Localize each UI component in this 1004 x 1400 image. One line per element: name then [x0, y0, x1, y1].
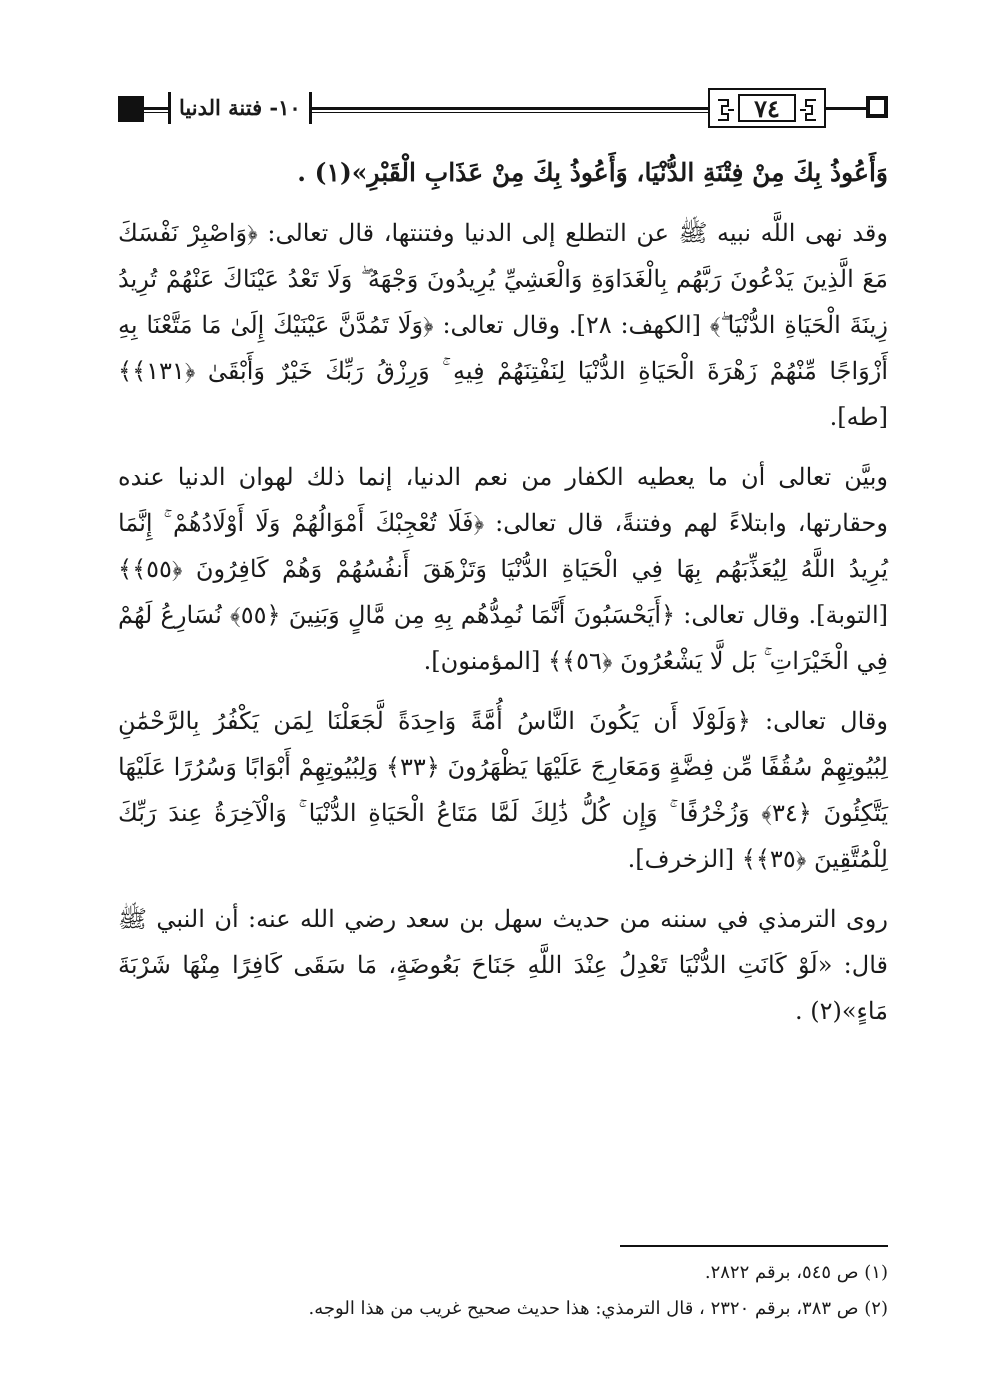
header-square-right-icon [866, 96, 888, 118]
hadith-ending: وَأَعُوذُ بِكَ مِنْ فِتْنَةِ الدُّنْيَا، وَأَعُوذُ بِكَ مِنْ عَذَابِ الْقَبْرِ»(١) . [297, 158, 888, 187]
footnote-divider [620, 1245, 888, 1247]
footnote-2: (٢) ص ٣٨٣، برقم ٢٣٢٠ ، قال الترمذي: هذا حديث صحيح غريب من هذا الوجه. [308, 1298, 888, 1319]
footnotes [118, 1255, 888, 1327]
frame-ornament-left-icon [716, 96, 736, 124]
page-number-frame [708, 88, 826, 128]
page-body [118, 150, 888, 1048]
header-rule-right [826, 107, 866, 110]
page-number: ٧٤ [738, 94, 796, 122]
page-header [118, 88, 888, 128]
header-square-left-icon [118, 96, 144, 122]
paragraph-zukhruf: وقال تعالى: ﴿وَلَوْلَا أَن يَكُونَ النَّاسُ أُمَّةً وَاحِدَةً لَّجَعَلْنَا لِمَن يَكْفُرُ بِالرَّحْمَٰنِ لِبُيُوتِهِمْ سُقُفًا مِّن فِضَّةٍ وَمَعَارِجَ عَلَيْهَا يَظْهَرُونَ ﴿٣٣﴾ وَلِبُيُوتِهِمْ أَبْوَابًا وَسُرُرًا عَلَيْهَا يَتَّكِئُونَ ﴿٣٤﴾ وَزُخْرُفًا ۚ وَإِن كُلُّ ذَٰلِكَ لَمَّا مَتَاعُ الْحَيَاةِ الدُّنْيَا ۚ وَالْآخِرَةُ عِندَ رَبِّكَ لِلْمُتَّقِينَ ﴿٣٥﴾﴾ [الزخرف]. [118, 707, 889, 873]
chapter-title: ١٠- فتنة الدنيا [168, 92, 312, 124]
paragraph-prohibition: وقد نهى اللَّه نبيه ﷺ عن التطلع إلى الدنيا وفتنتها، قال تعالى: ﴿وَاصْبِرْ نَفْسَكَ مَعَ الَّذِينَ يَدْعُونَ رَبَّهُم بِالْغَدَاوَةِ وَالْعَشِيِّ يُرِيدُونَ وَجْهَهُ ۖ وَلَا تَعْدُ عَيْنَاكَ عَنْهُمْ تُرِيدُ زِينَةَ الْحَيَاةِ الدُّنْيَا ۖ﴾ [الكهف: ٢٨]. وقال تعالى: ﴿وَلَا تَمُدَّنَّ عَيْنَيْكَ إِلَىٰ مَا مَتَّعْنَا بِهِ أَزْوَاجًا مِّنْهُمْ زَهْرَةَ الْحَيَاةِ الدُّنْيَا لِنَفْتِنَهُمْ فِيهِ ۚ وَرِزْقُ رَبِّكَ خَيْرٌ وَأَبْقَىٰ ﴿١٣١﴾﴾ [طه]. [118, 219, 889, 431]
paragraph-tirmidhi: روى الترمذي في سننه من حديث سهل بن سعد رضي الله عنه: أن النبي ﷺ قال: «لَوْ كَانَتِ الدُّنْيَا تَعْدِلُ عِنْدَ اللَّهِ جَنَاحَ بَعُوضَةٍ، مَا سَقَى كَافِرًا مِنْهَا شَرْبَةَ مَاءٍ»(٢) . [118, 905, 888, 1025]
paragraph-worldly-blessings: وبيَّن تعالى أن ما يعطيه الكفار من نعم الدنيا، إنما ذلك لهوان الدنيا عنده وحقارتها، وابتلاءً لهم وفتنةً، قال تعالى: ﴿فَلَا تُعْجِبْكَ أَمْوَالُهُمْ وَلَا أَوْلَادُهُمْ ۚ إِنَّمَا يُرِيدُ اللَّهُ لِيُعَذِّبَهُم بِهَا فِي الْحَيَاةِ الدُّنْيَا وَتَزْهَقَ أَنفُسُهُمْ وَهُمْ كَافِرُونَ ﴿٥٥﴾﴾ [التوبة]. وقال تعالى: ﴿أَيَحْسَبُونَ أَنَّمَا نُمِدُّهُم بِهِ مِن مَّالٍ وَبَنِينَ ﴿٥٥﴾ نُسَارِعُ لَهُمْ فِي الْخَيْرَاتِ ۚ بَل لَّا يَشْعُرُونَ ﴿٥٦﴾﴾ [المؤمنون]. [118, 463, 888, 675]
frame-ornament-right-icon [798, 96, 818, 124]
footnote-1: (١) ص ٥٤٥، برقم ٢٨٢٢. [704, 1262, 888, 1283]
